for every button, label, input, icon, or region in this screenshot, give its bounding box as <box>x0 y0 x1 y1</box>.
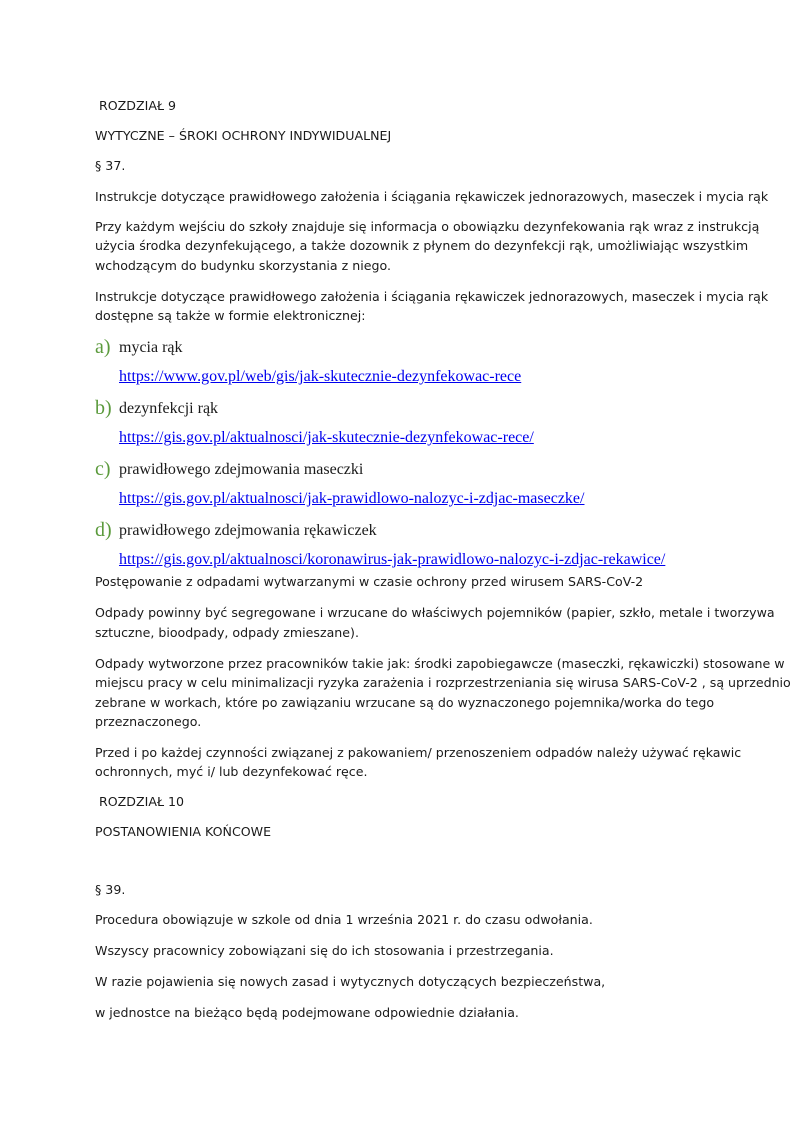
waste-staff-line-1: Odpady wytworzone przez pracowników takie jak: środki zapobiegawcze (maseczki, rękawiczki) stosowane w <box>95 656 785 671</box>
list-marker-b: b) <box>95 397 112 419</box>
list-marker-c: c) <box>95 458 111 480</box>
waste-staff-line-3: zebrane w workach, które po zawiązaniu wrzucane są do wyznaczonego pojemnika/worka do tego <box>95 695 715 710</box>
entrance-info-line-1: Przy każdym wejściu do szkoły znajduje się informacja o obowiązku dezynfekowania rąk wraz z instrukcją <box>95 219 760 234</box>
list-marker-d: d) <box>95 519 112 541</box>
list-item-glove-removal: prawidłowego zdejmowania rękawiczek <box>119 522 377 539</box>
final-provision-line-3: W razie pojawienia się nowych zasad i wytycznych dotyczących bezpieczeństwa, <box>95 974 606 989</box>
instructions-intro: Instrukcje dotyczące prawidłowego założenia i ściągania rękawiczek jednorazowych, maseczek i mycia rąk <box>95 189 769 204</box>
link-hand-disinfection[interactable]: https://gis.gov.pl/aktualnosci/jak-skutecznie-dezynfekowac-rece/ <box>119 429 534 446</box>
final-provision-line-1: Procedura obowiązuje w szkole od dnia 1 września 2021 r. do czasu odwołania. <box>95 912 593 927</box>
electronic-info-line-1: Instrukcje dotyczące prawidłowego założenia i ściągania rękawiczek jednorazowych, maseczek i mycia rąk <box>95 289 769 304</box>
final-provision-line-4: w jednostce na bieżąco będą podejmowane odpowiednie działania. <box>95 1005 519 1020</box>
chapter-9-title: WYTYCZNE – ŚROKI OCHRONY INDYWIDUALNEJ <box>95 128 392 143</box>
link-glove-removal[interactable]: https://gis.gov.pl/aktualnosci/koronawirus-jak-prawidlowo-nalozyc-i-zdjac-rekawice/ <box>119 551 666 568</box>
chapter-10-heading: ROZDZIAŁ 10 <box>99 794 185 809</box>
chapter-10-title: POSTANOWIENIA KOŃCOWE <box>95 824 272 839</box>
chapter-9-heading: ROZDZIAŁ 9 <box>99 98 177 113</box>
link-hand-washing[interactable]: https://www.gov.pl/web/gis/jak-skutecznie-dezynfekowac-rece <box>119 368 522 385</box>
paragraph-37-sign: § 37. <box>95 158 126 173</box>
waste-segregation-line-2: sztuczne, bioodpady, odpady zmieszane). <box>95 625 359 640</box>
electronic-info-line-2: dostępne są także w formie elektronicznej: <box>95 308 366 323</box>
link-mask-removal[interactable]: https://gis.gov.pl/aktualnosci/jak-prawidlowo-nalozyc-i-zdjac-maseczke/ <box>119 490 585 507</box>
waste-segregation-line-1: Odpady powinny być segregowane i wrzucane do właściwych pojemników (papier, szkło, metale i tworzywa <box>95 605 775 620</box>
list-item-hand-disinfection: dezynfekcji rąk <box>119 400 219 417</box>
waste-gloves-line-1: Przed i po każdej czynności związanej z pakowaniem/ przenoszeniem odpadów należy używać rękawic <box>95 745 742 760</box>
final-provision-line-2: Wszyscy pracownicy zobowiązani się do ich stosowania i przestrzegania. <box>95 943 554 958</box>
entrance-info-line-2: użycia środka dezynfekującego, a także dozownik z płynem do dezynfekcji rąk, umożliwiając wszystkim <box>95 238 749 253</box>
waste-staff-line-4: przeznaczonego. <box>95 714 202 729</box>
list-item-mask-removal: prawidłowego zdejmowania maseczki <box>119 461 364 478</box>
waste-staff-line-2: miejscu pracy w celu minimalizacji ryzyka zarażenia i rozprzestrzeniania się wirusa SARS-CoV-2 , są uprzednio <box>95 675 791 690</box>
list-marker-a: a) <box>95 336 111 358</box>
entrance-info-line-3: wchodzącym do budynku skorzystania z niego. <box>95 258 391 273</box>
list-item-hand-washing: mycia rąk <box>119 339 183 356</box>
waste-gloves-line-2: ochronnych, myć i/ lub dezynfekować ręce. <box>95 764 368 779</box>
waste-section-title: Postępowanie z odpadami wytwarzanymi w czasie ochrony przed wirusem SARS-CoV-2 <box>95 574 644 589</box>
paragraph-39-sign: § 39. <box>95 882 126 897</box>
